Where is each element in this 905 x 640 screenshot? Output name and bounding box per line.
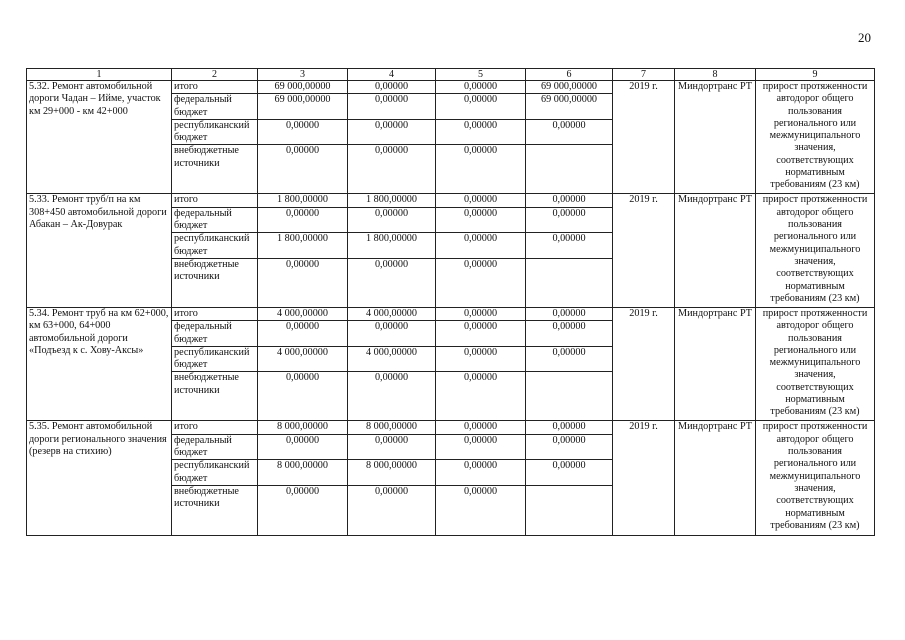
amount-cell: 8 000,00000: [348, 421, 436, 434]
measure-description: 5.35. Ремонт автомобильной дороги регионального значения (резерв на стихию): [27, 421, 172, 535]
amount-cell: 0,00000: [258, 321, 348, 347]
outcome-cell: прирост протяженности автодорог общего пользования регионального или межмуниципального значения, соответствующих нормативным требованиям (23 км): [756, 421, 875, 535]
table-row: [27, 81, 875, 94]
executor-cell: Миндортранс РТ: [675, 81, 756, 194]
amount-cell: 0,00000: [526, 434, 613, 460]
funding-source: внебюджетные источники: [172, 372, 258, 421]
measure-description: 5.33. Ремонт труб/п на км 308+450 автомобильной дороги Абакан – Ак-Довурак: [27, 194, 172, 307]
amount-cell: 0,00000: [436, 485, 526, 535]
funding-source: федеральный бюджет: [172, 207, 258, 233]
amount-cell: 0,00000: [258, 434, 348, 460]
year-cell: 2019 г.: [613, 81, 675, 194]
column-header: 2: [172, 69, 258, 81]
funding-source: республиканский бюджет: [172, 460, 258, 486]
amount-cell: 0,00000: [526, 321, 613, 347]
column-header: 6: [526, 69, 613, 81]
table-row: [27, 421, 875, 434]
funding-source: итого: [172, 307, 258, 320]
funding-source: итого: [172, 81, 258, 94]
amount-cell: 0,00000: [526, 233, 613, 259]
amount-cell: 0,00000: [526, 346, 613, 372]
funding-source: внебюджетные источники: [172, 145, 258, 194]
amount-cell: 0,00000: [348, 81, 436, 94]
amount-cell: 0,00000: [348, 434, 436, 460]
amount-cell: 0,00000: [258, 485, 348, 535]
amount-cell: [526, 372, 613, 421]
amount-cell: 0,00000: [436, 233, 526, 259]
amount-cell: 8 000,00000: [348, 460, 436, 486]
amount-cell: 0,00000: [258, 258, 348, 307]
amount-cell: 0,00000: [436, 81, 526, 94]
outcome-cell: прирост протяженности автодорог общего пользования регионального или межмуниципального значения, соответствующих нормативным требованиям (23 км): [756, 307, 875, 420]
amount-cell: 0,00000: [348, 372, 436, 421]
amount-cell: 0,00000: [436, 94, 526, 120]
amount-cell: 0,00000: [348, 94, 436, 120]
amount-cell: 0,00000: [436, 145, 526, 194]
amount-cell: 0,00000: [348, 207, 436, 233]
amount-cell: 0,00000: [348, 485, 436, 535]
column-header: 4: [348, 69, 436, 81]
header-row: [27, 69, 875, 81]
measure-description: 5.34. Ремонт труб на км 62+000, км 63+000, 64+000 автомобильной дороги «Подъезд к с. Хову-Аксы»: [27, 307, 172, 420]
funding-source: внебюджетные источники: [172, 258, 258, 307]
amount-cell: 0,00000: [348, 258, 436, 307]
amount-cell: 0,00000: [348, 119, 436, 145]
outcome-cell: прирост протяженности автодорог общего пользования регионального или межмуниципального значения, соответствующих нормативным требованиям (23 км): [756, 81, 875, 194]
column-header: 5: [436, 69, 526, 81]
measure-description: 5.32. Ремонт автомобильной дороги Чадан – Ийме, участок км 29+000 - км 42+000: [27, 81, 172, 194]
amount-cell: 0,00000: [436, 119, 526, 145]
amount-cell: 0,00000: [258, 207, 348, 233]
table-row: [27, 194, 875, 207]
funding-source: федеральный бюджет: [172, 94, 258, 120]
executor-cell: Миндортранс РТ: [675, 421, 756, 535]
amount-cell: 0,00000: [526, 460, 613, 486]
funding-source: федеральный бюджет: [172, 321, 258, 347]
amount-cell: 0,00000: [436, 307, 526, 320]
funding-source: республиканский бюджет: [172, 233, 258, 259]
amount-cell: 0,00000: [348, 321, 436, 347]
amount-cell: 0,00000: [436, 421, 526, 434]
program-table: [26, 68, 875, 536]
amount-cell: 69 000,00000: [526, 94, 613, 120]
funding-source: итого: [172, 194, 258, 207]
amount-cell: 4 000,00000: [348, 307, 436, 320]
table-row: [27, 307, 875, 320]
column-header: 9: [756, 69, 875, 81]
funding-source: республиканский бюджет: [172, 346, 258, 372]
amount-cell: 8 000,00000: [258, 421, 348, 434]
amount-cell: 69 000,00000: [526, 81, 613, 94]
amount-cell: 0,00000: [348, 145, 436, 194]
amount-cell: 69 000,00000: [258, 81, 348, 94]
amount-cell: 0,00000: [526, 194, 613, 207]
executor-cell: Миндортранс РТ: [675, 307, 756, 420]
amount-cell: 69 000,00000: [258, 94, 348, 120]
amount-cell: 0,00000: [526, 119, 613, 145]
amount-cell: 0,00000: [526, 307, 613, 320]
amount-cell: 8 000,00000: [258, 460, 348, 486]
amount-cell: [526, 258, 613, 307]
amount-cell: 4 000,00000: [258, 346, 348, 372]
amount-cell: 1 800,00000: [258, 194, 348, 207]
page-number: 20: [858, 30, 871, 45]
amount-cell: 0,00000: [526, 421, 613, 434]
amount-cell: 1 800,00000: [348, 194, 436, 207]
amount-cell: 0,00000: [526, 207, 613, 233]
column-header: 8: [675, 69, 756, 81]
amount-cell: 0,00000: [258, 145, 348, 194]
column-header: 1: [27, 69, 172, 81]
amount-cell: [526, 145, 613, 194]
outcome-cell: прирост протяженности автодорог общего пользования регионального или межмуниципального значения, соответствующих нормативным требованиям (23 км): [756, 194, 875, 307]
amount-cell: 0,00000: [436, 207, 526, 233]
year-cell: 2019 г.: [613, 421, 675, 535]
year-cell: 2019 г.: [613, 194, 675, 307]
amount-cell: [526, 485, 613, 535]
year-cell: 2019 г.: [613, 307, 675, 420]
executor-cell: Миндортранс РТ: [675, 194, 756, 307]
amount-cell: 0,00000: [436, 346, 526, 372]
amount-cell: 0,00000: [436, 372, 526, 421]
amount-cell: 4 000,00000: [348, 346, 436, 372]
amount-cell: 4 000,00000: [258, 307, 348, 320]
amount-cell: 0,00000: [436, 194, 526, 207]
amount-cell: 0,00000: [436, 258, 526, 307]
funding-source: итого: [172, 421, 258, 434]
amount-cell: 0,00000: [436, 321, 526, 347]
funding-source: федеральный бюджет: [172, 434, 258, 460]
column-header: 7: [613, 69, 675, 81]
column-header: 3: [258, 69, 348, 81]
funding-source: республиканский бюджет: [172, 119, 258, 145]
amount-cell: 0,00000: [436, 434, 526, 460]
amount-cell: 0,00000: [436, 460, 526, 486]
amount-cell: 1 800,00000: [348, 233, 436, 259]
funding-source: внебюджетные источники: [172, 485, 258, 535]
amount-cell: 0,00000: [258, 372, 348, 421]
amount-cell: 0,00000: [258, 119, 348, 145]
amount-cell: 1 800,00000: [258, 233, 348, 259]
